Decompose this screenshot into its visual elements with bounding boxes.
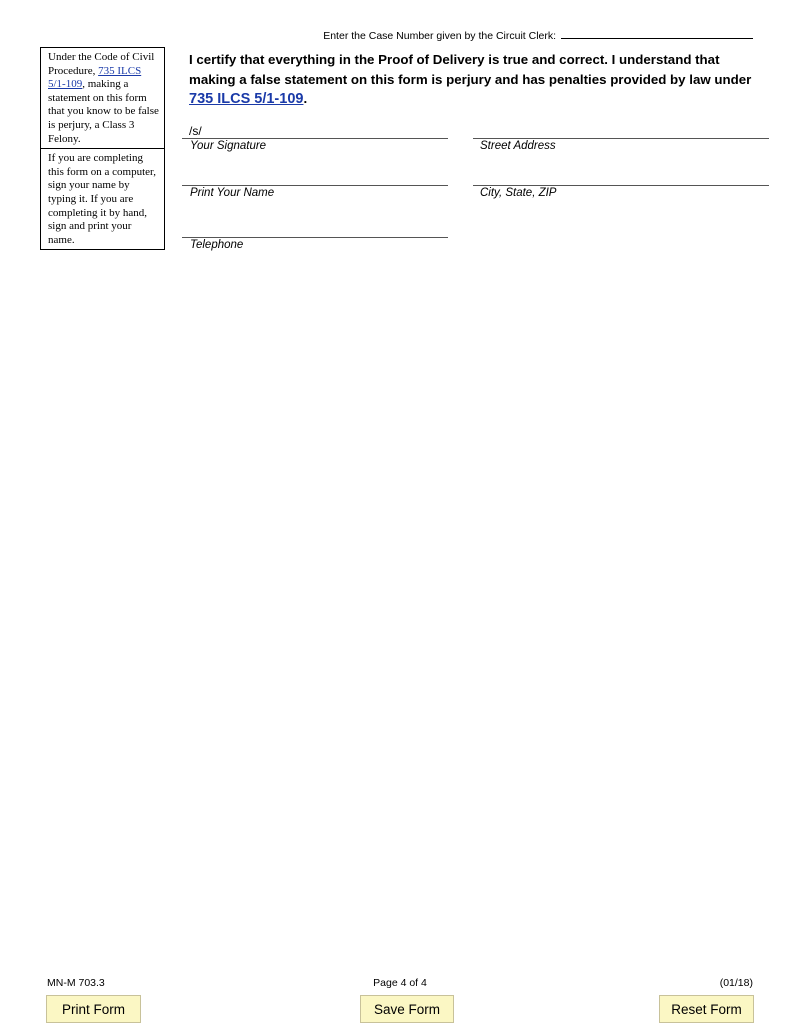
reset-form-button[interactable]: Reset Form xyxy=(659,995,754,1023)
perjury-note-text-before: Under the Code of Civil Procedure, xyxy=(48,51,155,77)
print-name-field[interactable] xyxy=(182,167,448,185)
street-address-line xyxy=(473,138,769,139)
street-address-label: Street Address xyxy=(480,140,556,152)
city-state-zip-label: City, State, ZIP xyxy=(480,187,557,199)
certification-text: I certify that everything in the Proof of Delivery is true and correct. I understand that making a false statement on this form is perjury and has penalties provided by law under xyxy=(189,52,752,87)
telephone-label: Telephone xyxy=(190,239,244,251)
case-number-field[interactable] xyxy=(561,28,753,39)
sidebar-notes xyxy=(40,47,165,250)
signing-instructions-note xyxy=(41,148,164,249)
page-number: Page 4 of 4 xyxy=(373,977,427,989)
form-revision: (01/18) xyxy=(719,977,753,989)
signature-line xyxy=(182,138,448,139)
perjury-note xyxy=(41,48,164,148)
certification-statement xyxy=(189,50,764,110)
case-number-label: Enter the Case Number given by the Circuit Clerk: xyxy=(323,30,557,42)
your-signature-label: Your Signature xyxy=(190,140,267,152)
telephone-line xyxy=(182,237,448,238)
perjury-note-text-after: , making a statement on this form that you know to be false is perjury, a Class 3 Felony. xyxy=(48,78,159,145)
signature-field-value[interactable]: /s/ xyxy=(189,124,202,138)
certification-statute-link[interactable]: 735 ILCS 5/1-109 xyxy=(189,91,304,107)
sidebar-statute-link[interactable]: 735 ILCS 5/1-109 xyxy=(48,64,142,91)
certification-period: . xyxy=(303,91,308,106)
print-name-line xyxy=(182,185,448,186)
form-id: MN-M 703.3 xyxy=(47,977,105,989)
street-address-field[interactable] xyxy=(473,120,769,138)
print-name-label: Print Your Name xyxy=(190,187,275,199)
signing-instructions-text: If you are completing this form on a computer, sign your name by typing it. If you are completing it by hand, sign and print your name. xyxy=(48,152,157,246)
city-state-zip-field[interactable] xyxy=(473,167,769,185)
print-form-button[interactable]: Print Form xyxy=(46,995,141,1023)
case-number-line xyxy=(0,28,753,42)
telephone-field[interactable] xyxy=(182,219,448,237)
city-state-zip-line xyxy=(473,185,769,186)
save-form-button[interactable]: Save Form xyxy=(360,995,454,1023)
